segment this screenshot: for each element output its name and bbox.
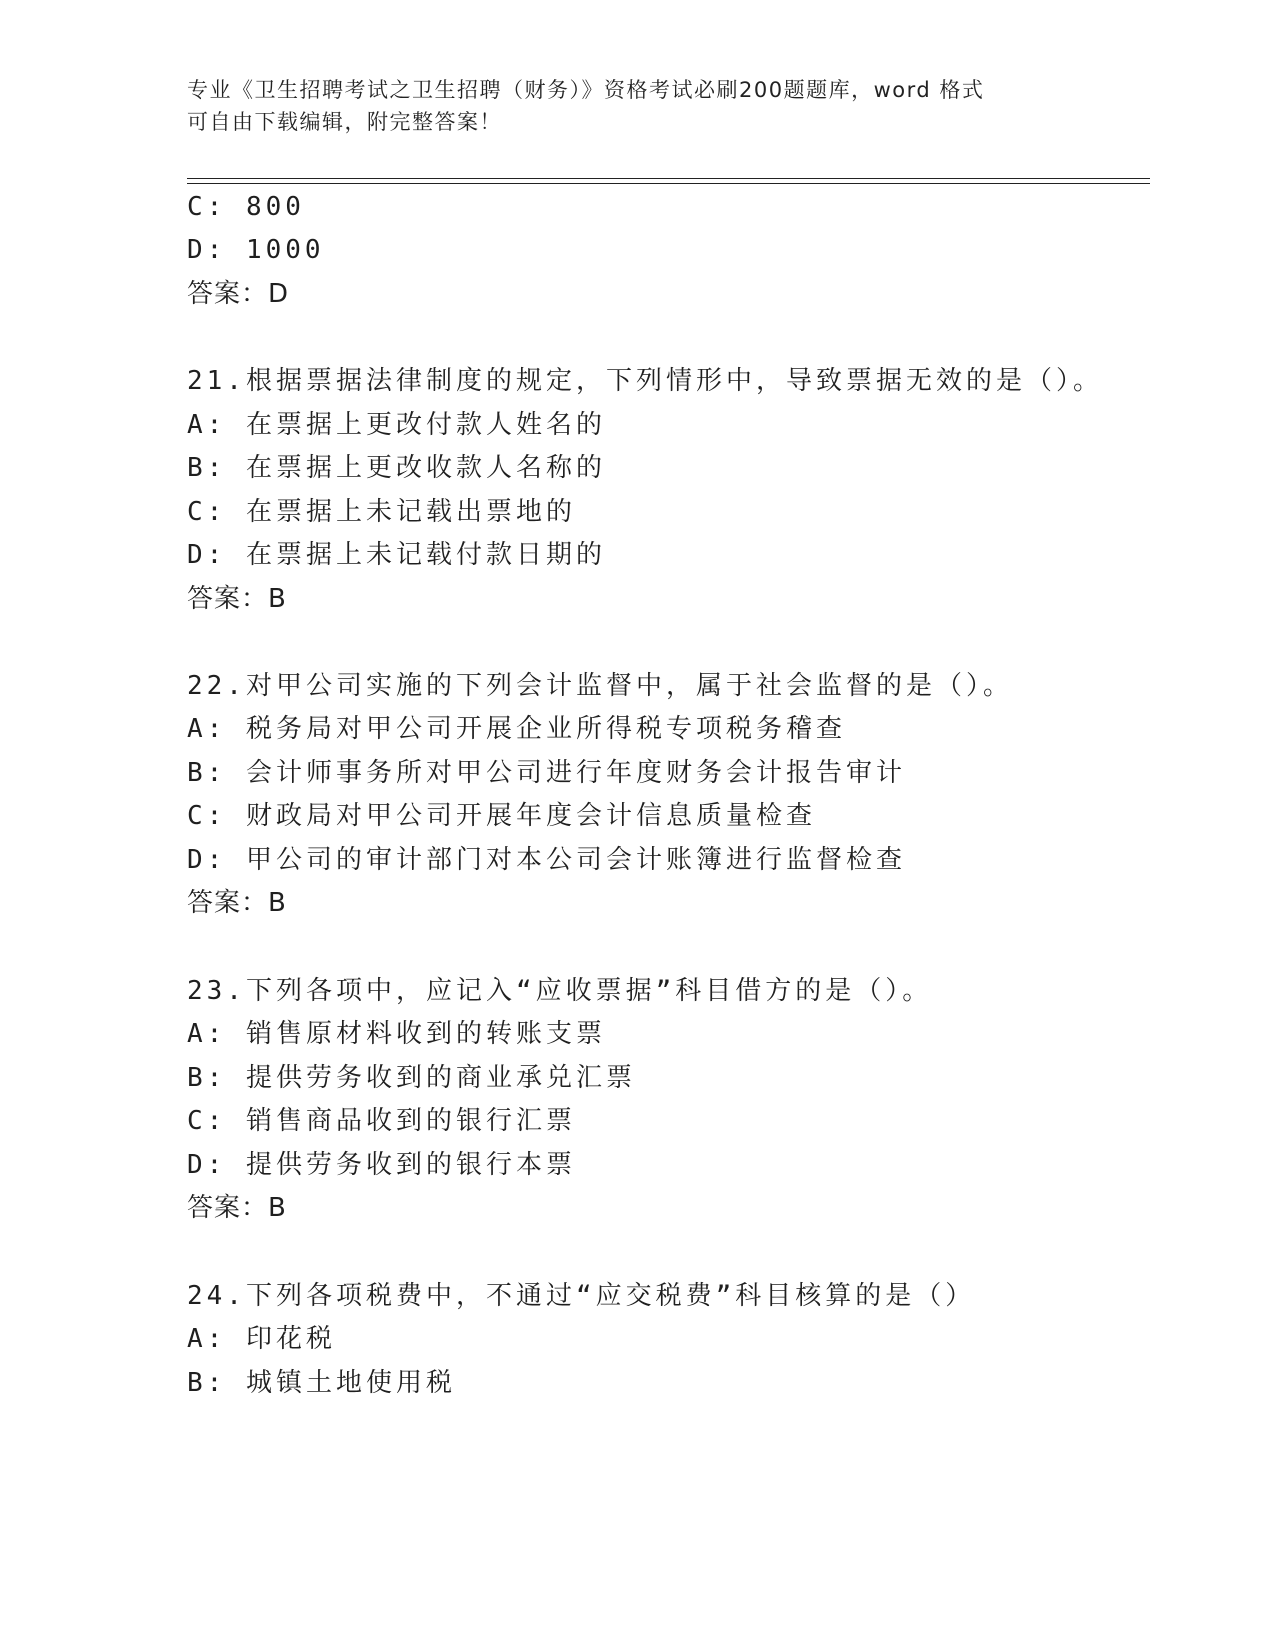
document-header	[187, 74, 1087, 138]
question-22-option-d: D: 甲公司的审计部门对本公司会计账簿进行监督检查	[187, 845, 906, 875]
question-21-stem: 21.根据票据法律制度的规定，下列情形中，导致票据无效的是（）。	[187, 366, 1103, 396]
question-21-option-c: C: 在票据上未记载出票地的	[187, 497, 576, 527]
question-21-option-b: B: 在票据上更改收款人名称的	[187, 453, 606, 483]
header-title-line2: 可自由下载编辑，附完整答案！	[187, 110, 502, 134]
question-23-option-d: D: 提供劳务收到的银行本票	[187, 1150, 576, 1180]
prev-answer: 答案：D	[187, 279, 290, 309]
question-23-option-c: C: 销售商品收到的银行汇票	[187, 1106, 576, 1136]
question-23-answer: 答案：B	[187, 1193, 287, 1223]
question-24-option-a: A: 印花税	[187, 1324, 336, 1354]
prev-option-d: D: 1000	[187, 235, 325, 265]
question-24-option-b: B: 城镇土地使用税	[187, 1368, 456, 1398]
question-21-option-d: D: 在票据上未记载付款日期的	[187, 540, 606, 570]
header-divider-top	[187, 178, 1150, 179]
question-21-option-a: A: 在票据上更改付款人姓名的	[187, 410, 606, 440]
question-24-stem: 24.下列各项税费中，不通过“应交税费”科目核算的是（）	[187, 1281, 976, 1311]
question-22-stem: 22.对甲公司实施的下列会计监督中，属于社会监督的是（）。	[187, 671, 1013, 701]
question-22-answer: 答案：B	[187, 888, 287, 918]
header-title-line1: 专业《卫生招聘考试之卫生招聘（财务）》资格考试必刷200题题库，word 格式	[187, 78, 985, 102]
question-22-option-a: A: 税务局对甲公司开展企业所得税专项税务稽查	[187, 714, 846, 744]
question-23-option-b: B: 提供劳务收到的商业承兑汇票	[187, 1063, 636, 1093]
question-21-answer: 答案：B	[187, 584, 287, 614]
question-23-option-a: A: 销售原材料收到的转账支票	[187, 1019, 606, 1049]
header-divider-bottom	[187, 183, 1150, 184]
question-22-option-b: B: 会计师事务所对甲公司进行年度财务会计报告审计	[187, 758, 906, 788]
question-23-stem: 23.下列各项中，应记入“应收票据”科目借方的是（）。	[187, 976, 933, 1006]
question-22-option-c: C: 财政局对甲公司开展年度会计信息质量检查	[187, 801, 816, 831]
prev-option-c: C: 800	[187, 192, 305, 222]
